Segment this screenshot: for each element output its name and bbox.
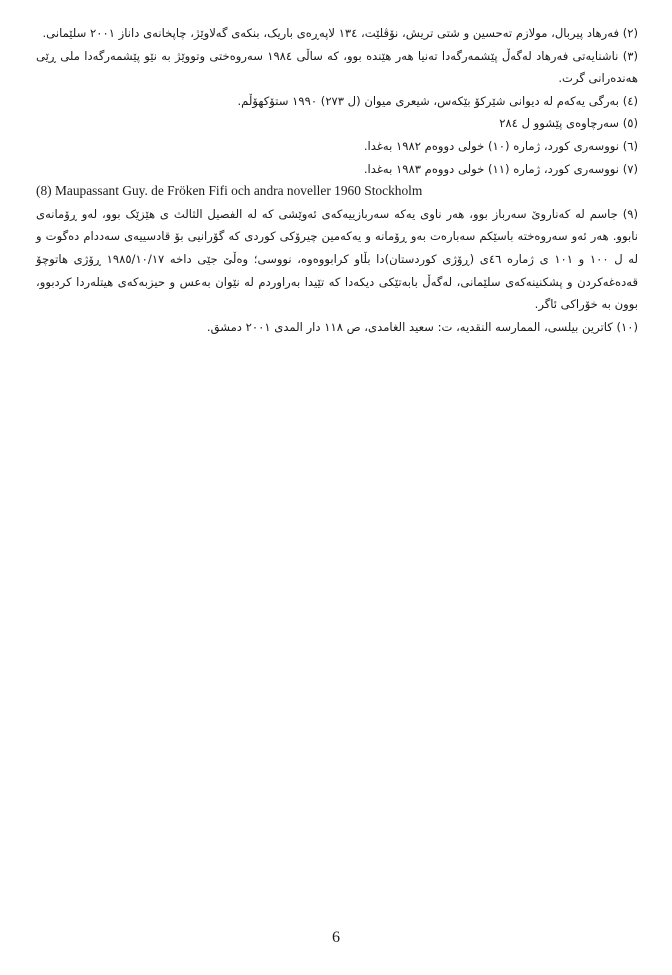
footnote-marker: (٢) [622,26,638,40]
footnote-7 [36,158,638,181]
footnote-text: ناشنایەتی فەرهاد لەگەڵ پێشمەرگەدا تەنیا هەر هێندە بوو، کە ساڵی ١٩٨٤ سەروەختی وتووێژ بە نێو پێشمەرگەدا ملی ڕێی هەندەرانی گرت. [36,48,638,86]
footnote-marker: (8) [36,183,52,199]
footnote-2 [36,22,638,45]
footnotes-list [36,22,638,338]
footnote-text: نووسەری کورد، ژمارە (١٠) خولی دووەم ١٩٨٢ بەغدا. [363,138,620,153]
footnote-text: کاترین بیلسی، الممارسه النقدیه، ت: سعید الغامدی، ص ١١٨ دار المدی ٢٠٠١ دمشق. [206,319,613,334]
footnote-marker: (٣) [622,48,639,63]
footnote-8 [36,180,638,203]
footnote-marker: (٧) [622,161,638,176]
footnote-marker: (١٠) [616,319,638,334]
footnote-4 [36,90,638,113]
footnote-text: بەرگی یەکەم لە دیوانی شێرکۆ بێکەس، شیعری میوان (ل ٢٧٣) ١٩٩٠ ستۆکهۆڵم. [237,93,620,108]
footnote-text: سەرچاوەی پێشوو ل ٢٨٤ [499,116,620,131]
footnote-marker: (٤) [622,93,638,108]
footnote-5 [36,112,638,135]
footnote-marker: (٥) [622,116,638,131]
footnote-10 [36,316,638,339]
footnote-text: جاسم لە کەناروێ سەرباز بوو، هەر ناوی یەکە سەربازییەکەی ئەوێشی کە لە الفصیل الثالث ی هێزێک بوو، لەو ڕۆمانەی نابوو. هەر ئەو سەروەختە باسێکم سەبارەت بەو ڕۆمانە و یەکەمین چیرۆکی کوردی کە گۆرانیی بۆ قادسییەی سەددام دەگوت و لە ل ١٠٠ و ١٠١ ی ژمارە ٤٦ی (ڕۆژی کوردستان)دا بڵاو کرابووەوە، نووسی؛ وەڵێ جێی داخە ١٩٨٥/١٠/١٧ ڕۆژی هاتوچۆ قەدەغەکردن و پشکنینەکەی سلێمانی، لەگەڵ بابەتێکی دیکەدا کە تێیدا بەراوردم لە نێوان بەعس و حیزبەکەی هیتلەردا کردبوو، بوون بە خۆراکی ئاگر. [36,206,638,312]
footnote-marker: (٦) [622,138,638,153]
footnote-6 [36,135,638,158]
page-number: 6 [332,929,340,946]
footnote-text: Maupassant Guy. de Fröken Fifi och andra noveller 1960 Stockholm [54,183,423,199]
footnote-marker: (٩) [622,206,638,221]
footnote-text: نووسەری کورد، ژمارە (١١) خولی دووەم ١٩٨٣ بەغدا. [363,161,620,176]
footnote-9 [36,203,638,316]
footnote-3 [36,45,638,90]
footnote-text: فەرهاد پیربال، مولازم تەحسین و شتی تریش، نۆڤلێت، ١٣٤ لاپەڕەی باریک، بنکەی گەلاوێژ، چاپخانەی داناز ٢٠٠١ سلێمانی. [42,26,620,40]
